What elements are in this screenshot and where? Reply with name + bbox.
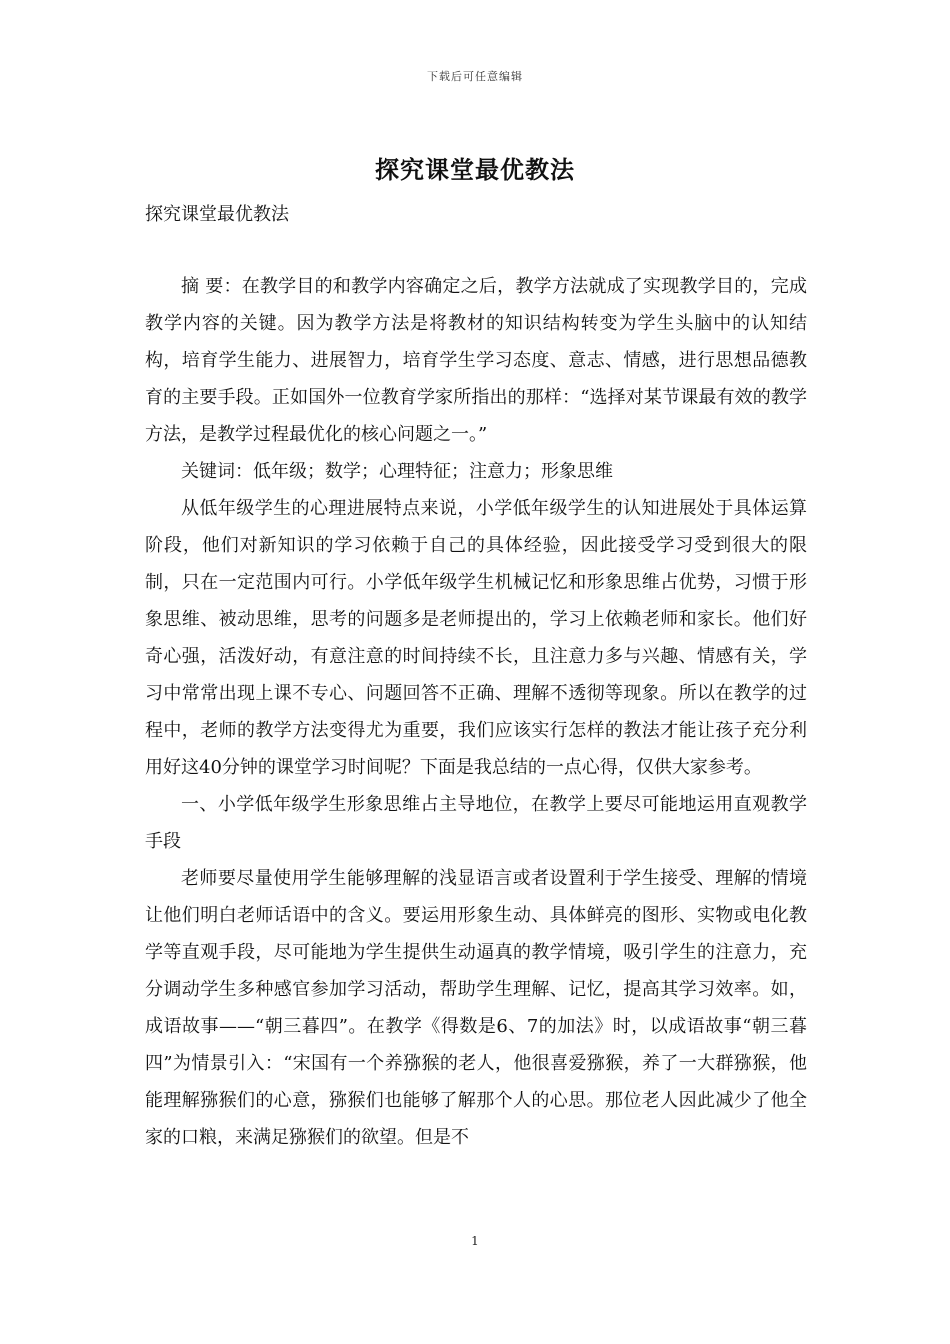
page-number: 1 <box>471 1234 479 1248</box>
document-subtitle: 探究课堂最优教法 <box>145 204 289 225</box>
page-header-note: 下载后可任意编辑 <box>427 70 523 83</box>
document-title: 探究课堂最优教法 <box>375 155 575 184</box>
body-paragraph: 从低年级学生的心理进展特点来说，小学低年级学生的认知进展处于具体运算阶段，他们对新知识的学习依赖于自己的具体经验，因此接受学习受到很大的限制，只在一定范围内可行。小学低年级学生机械记忆和形象思维占优势，习惯于形象思维、被动思维，思考的问题多是老师提出的，学习上依赖老师和家长。他们好奇心强，活泼好动，有意注意的时间持续不长，且注意力多与兴趣、情感有关，学习中常常出现上课不专心、问题回答不正确、理解不透彻等现象。所以在教学的过程中，老师的教学方法变得尤为重要，我们应该实行怎样的教法才能让孩子充分利用好这40分钟的课堂学习时间呢？下面是我总结的一点心得，仅供大家参考。 <box>145 498 807 778</box>
section-heading: 一、小学低年级学生形象思维占主导地位，在教学上要尽可能地运用直观教学手段 <box>145 794 807 852</box>
document-body <box>145 268 807 1156</box>
body-paragraph: 老师要尽量使用学生能够理解的浅显语言或者设置利于学生接受、理解的情境让他们明白老师话语中的含义。要运用形象生动、具体鲜亮的图形、实物或电化教学等直观手段，尽可能地为学生提供生动逼真的教学情境，吸引学生的注意力，充分调动学生多种感官参加学习活动，帮助学生理解、记忆，提高其学习效率。如，成语故事——“朝三暮四”。在教学《得数是6、7的加法》时，以成语故事“朝三暮四”为情景引入：“宋国有一个养猕猴的老人，他很喜爱猕猴，养了一大群猕猴，他能理解猕猴们的心意，猕猴们也能够了解那个人的心思。那位老人因此减少了他全家的口粮，来满足猕猴们的欲望。但是不 <box>145 868 807 1148</box>
abstract-paragraph: 摘 要：在教学目的和教学内容确定之后，教学方法就成了实现教学目的，完成教学内容的关键。因为教学方法是将教材的知识结构转变为学生头脑中的认知结构，培育学生能力、进展智力，培育学生学习态度、意志、情感，进行思想品德教育的主要手段。正如国外一位教育学家所指出的那样：“选择对某节课最有效的教学方法，是教学过程最优化的核心问题之一。” <box>145 276 807 445</box>
keywords-paragraph: 关键词：低年级；数学；心理特征；注意力；形象思维 <box>181 461 613 482</box>
